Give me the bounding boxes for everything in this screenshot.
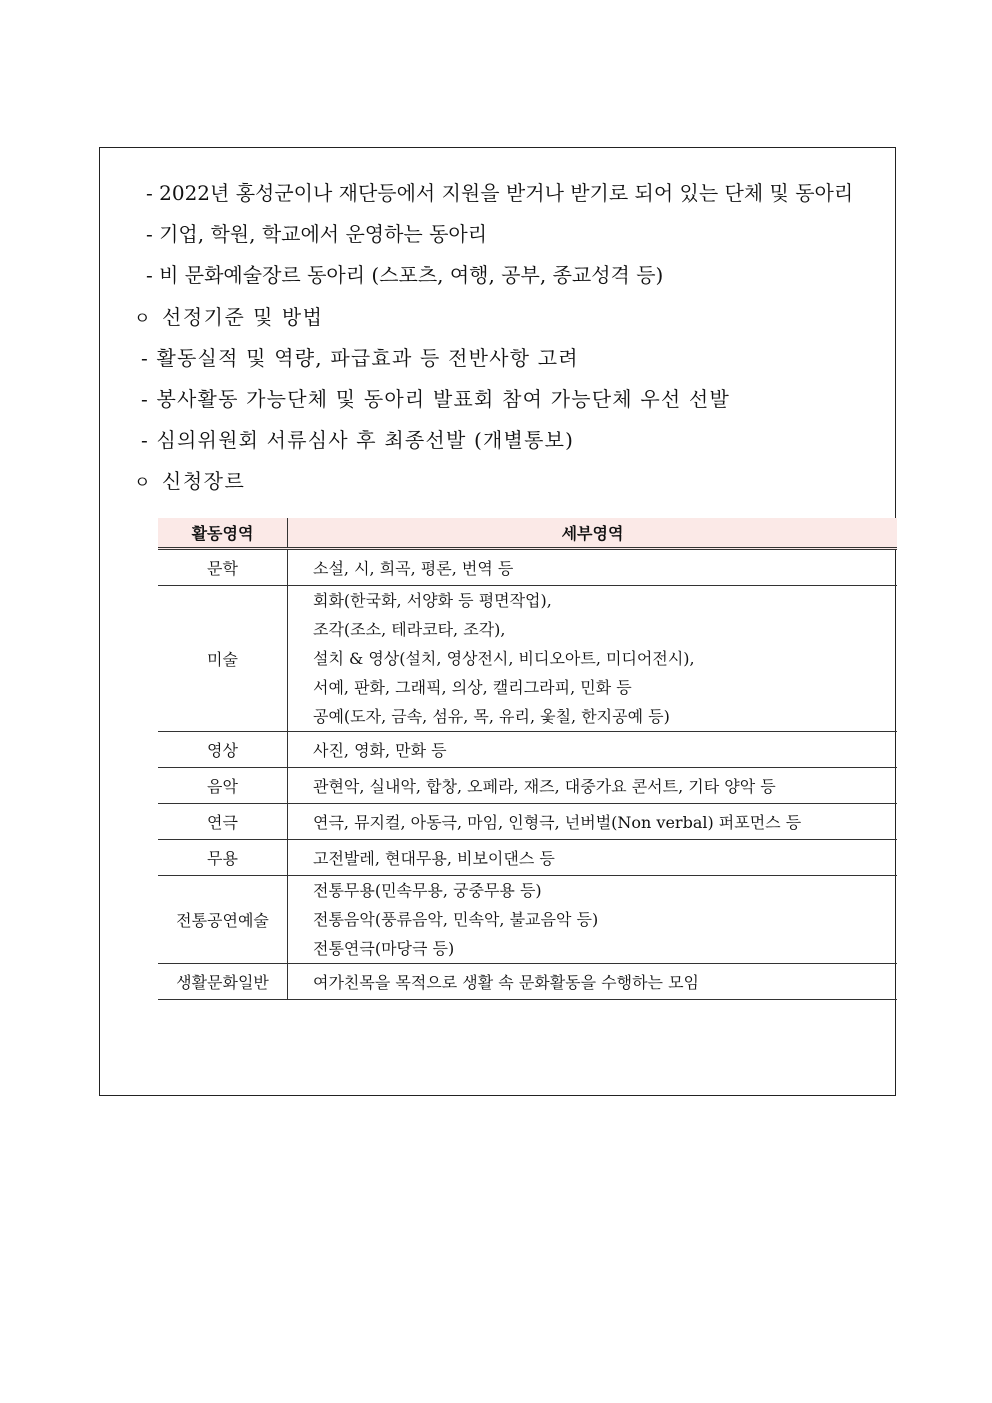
table-row	[158, 586, 897, 732]
details-cell: 사진, 영화, 만화 등	[288, 732, 898, 768]
area-cell: 무용	[158, 840, 288, 876]
exclusion-item: - 2022년 홍성군이나 재단등에서 지원을 받거나 받기로 되어 있는 단체 및 동아리	[146, 181, 854, 205]
table-header-row	[158, 518, 897, 549]
table-row	[158, 804, 897, 840]
criteria-title: 선정기준 및 방법	[162, 305, 324, 329]
area-cell: 미술	[158, 586, 288, 732]
area-cell: 연극	[158, 804, 288, 840]
detail-line: 공예(도자, 금속, 섬유, 목, 유리, 옻칠, 한지공예 등)	[313, 707, 670, 726]
detail-line: 전통무용(민속무용, 궁중무용 등)	[313, 881, 542, 900]
genres-heading	[134, 469, 245, 495]
details-cell: 소설, 시, 희곡, 평론, 번역 등	[288, 549, 898, 586]
exclusion-item: - 기업, 학원, 학교에서 운영하는 동아리	[146, 222, 488, 246]
criteria-heading	[134, 305, 323, 331]
table-row	[158, 732, 897, 768]
area-cell: 문학	[158, 549, 288, 586]
detail-line: 조각(조소, 테라코타, 조각),	[313, 620, 506, 639]
detail-line: 설치 & 영상(설치, 영상전시, 비디오아트, 미디어전시),	[313, 649, 695, 668]
criteria-item: - 봉사활동 가능단체 및 동아리 발표회 참여 가능단체 우선 선발	[141, 387, 730, 411]
circle-bullet-icon: ㅇ	[134, 309, 152, 329]
criteria-item: - 활동실적 및 역량, 파급효과 등 전반사항 고려	[141, 346, 579, 370]
area-cell: 전통공연예술	[158, 876, 288, 964]
details-cell	[288, 586, 898, 732]
detail-line: 서예, 판화, 그래픽, 의상, 캘리그라피, 민화 등	[313, 678, 632, 697]
header-details: 세부영역	[288, 518, 898, 549]
area-cell: 영상	[158, 732, 288, 768]
details-cell: 여가친목을 목적으로 생활 속 문화활동을 수행하는 모임	[288, 964, 898, 1000]
area-cell: 생활문화일반	[158, 964, 288, 1000]
table-row	[158, 768, 897, 804]
table-row	[158, 876, 897, 964]
details-cell: 관현악, 실내악, 합창, 오페라, 재즈, 대중가요 콘서트, 기타 양악 등	[288, 768, 898, 804]
criteria-item: - 심의위원회 서류심사 후 최종선발 (개별통보)	[141, 428, 575, 452]
table-row	[158, 840, 897, 876]
details-cell	[288, 876, 898, 964]
detail-line: 회화(한국화, 서양화 등 평면작업),	[313, 591, 552, 610]
table-row	[158, 964, 897, 1000]
circle-bullet-icon: ㅇ	[134, 473, 152, 493]
detail-line: 전통연극(마당극 등)	[313, 939, 455, 958]
detail-line: 전통음악(풍류음악, 민속악, 불교음악 등)	[313, 910, 599, 929]
table-row	[158, 549, 897, 586]
details-cell: 고전발레, 현대무용, 비보이댄스 등	[288, 840, 898, 876]
genres-title: 신청장르	[162, 469, 246, 493]
genre-table	[158, 518, 897, 1000]
header-area: 활동영역	[158, 518, 288, 549]
details-cell: 연극, 뮤지컬, 아동극, 마임, 인형극, 넌버벌(Non verbal) 퍼포먼스 등	[288, 804, 898, 840]
area-cell: 음악	[158, 768, 288, 804]
exclusion-item: - 비 문화예술장르 동아리 (스포츠, 여행, 공부, 종교성격 등)	[146, 263, 664, 287]
